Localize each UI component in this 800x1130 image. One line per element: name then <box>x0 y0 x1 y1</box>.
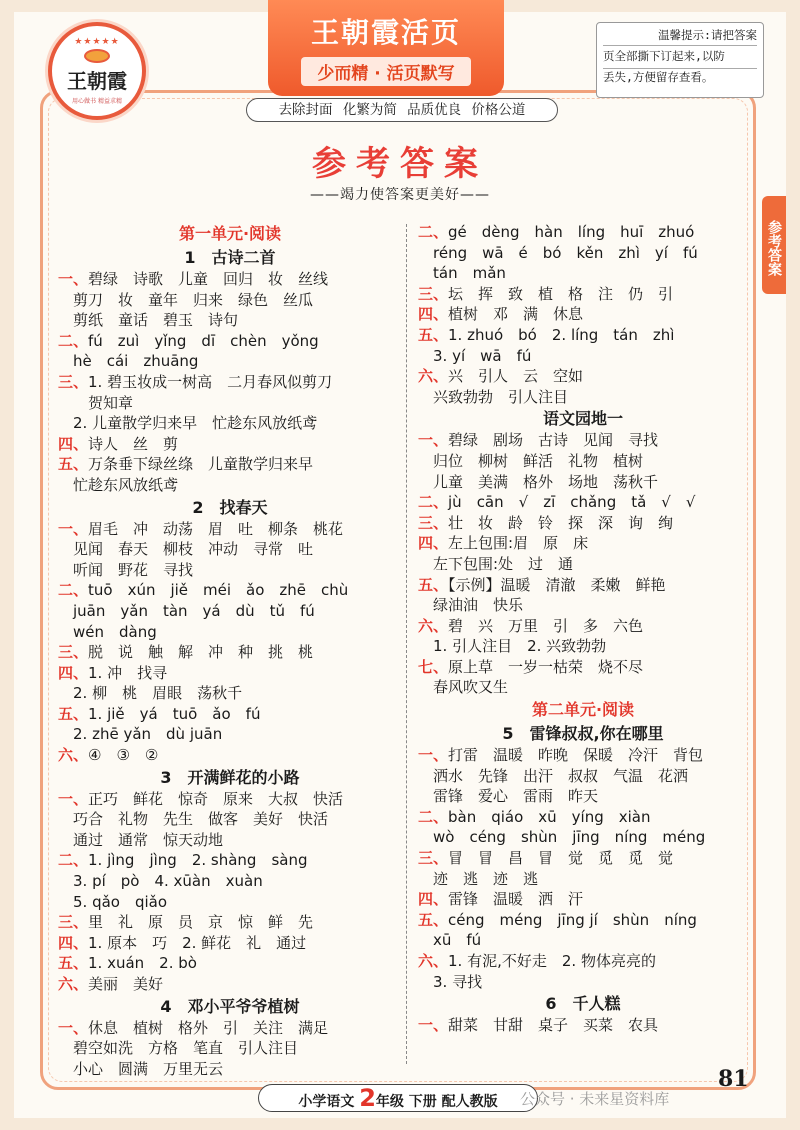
answer-text: 忙趁东风放纸鸢 <box>58 475 179 494</box>
answer-text: 碧绿 诗歌 儿童 回归 妆 丝线 <box>88 270 329 288</box>
answer-text: 1. jiě yá tuō ǎo fú <box>88 704 261 723</box>
answer-line <box>58 933 402 954</box>
question-number: 六、 <box>58 975 89 993</box>
answer-text: 洒水 先锋 出汗 叔叔 气温 花洒 <box>418 766 689 785</box>
question-number: 一、 <box>58 1018 89 1037</box>
answer-text: 左下包围:处 过 通 <box>418 554 574 573</box>
answer-line <box>418 346 748 367</box>
answer-line <box>418 869 748 890</box>
answer-line <box>58 413 402 434</box>
footer-badge <box>258 1084 538 1112</box>
eye-icon <box>84 49 110 63</box>
slogan-bar: 去除封面 化繁为简 品质优良 价格公道 <box>246 98 558 122</box>
answer-line <box>418 766 748 787</box>
logo-subtext: 用心做书 精益求精 <box>72 98 122 105</box>
answer-text: 1. 原本 巧 2. 鲜花 礼 通过 <box>88 933 307 952</box>
question-number: 五、 <box>418 910 449 929</box>
question-number: 一、 <box>418 746 449 765</box>
answer-text: fú zuì yǐng dī chèn yǒng <box>88 331 319 350</box>
answer-line <box>58 1018 402 1039</box>
brand-subtitle: 少而精 · 活页默写 <box>301 57 470 86</box>
answer-text: 1. 冲 找寻 <box>88 663 168 682</box>
answer-text: céng méng jīng jí shùn níng <box>448 910 697 929</box>
question-number: 七、 <box>418 657 449 676</box>
answer-text: 冒 冒 昌 冒 觉 觅 觅 觉 <box>448 849 674 868</box>
question-number: 三、 <box>58 643 89 662</box>
answer-text: wò céng shùn jīng níng méng <box>418 828 706 847</box>
answer-line <box>418 472 748 493</box>
answer-text: wén dàng <box>58 622 157 641</box>
answer-line <box>58 704 402 725</box>
answer-text: 雷锋 温暖 洒 汗 <box>448 890 584 909</box>
answer-text: 眉毛 冲 动荡 眉 吐 柳条 桃花 <box>88 519 344 538</box>
page-subtitle: ——竭力使答案更美好—— <box>310 187 490 203</box>
question-number: 三、 <box>418 849 449 868</box>
brand-logo <box>48 22 146 120</box>
answer-line <box>58 974 402 995</box>
question-number: 四、 <box>418 534 449 553</box>
answer-text: 【示例】温暖 清澈 柔嫩 鲜艳 <box>448 575 666 594</box>
question-number: 一、 <box>418 1016 449 1035</box>
question-number: 六、 <box>418 616 449 635</box>
question-number: 三、 <box>58 913 89 932</box>
answer-text: 绿油油 快乐 <box>418 596 524 615</box>
answer-line <box>418 745 748 766</box>
answer-line <box>418 430 748 451</box>
answer-line <box>58 393 402 414</box>
question-number: 三、 <box>58 372 89 391</box>
answer-text: 巧合 礼物 先生 做客 美好 快活 <box>58 810 329 829</box>
answer-line <box>58 269 402 290</box>
answer-text: jù cān √ zī chǎng tǎ √ √ <box>448 493 696 512</box>
answer-line <box>418 222 748 243</box>
answer-text: hè cái zhuāng <box>58 352 199 371</box>
answer-text: 见闻 春天 柳枝 冲动 寻常 吐 <box>58 540 314 559</box>
left-column <box>58 222 402 1079</box>
answer-text: 听闻 野花 寻找 <box>58 560 194 579</box>
answer-line <box>58 372 402 393</box>
answer-line <box>58 830 402 851</box>
tip-line: 丢失,方便留存查看。 <box>603 70 714 84</box>
answer-text: juān yǎn tàn yá dù tǔ fú <box>58 601 315 620</box>
lesson-heading: 语文园地一 <box>542 409 623 429</box>
question-number: 四、 <box>58 434 89 453</box>
answer-text: 3. yí wā fú <box>418 346 532 365</box>
answer-text: 儿童 美满 格外 场地 荡秋千 <box>418 472 659 491</box>
answer-line <box>58 331 402 352</box>
answer-line <box>58 580 402 601</box>
question-number: 六、 <box>418 952 449 970</box>
answer-text: 小心 圆满 万里无云 <box>58 1059 224 1078</box>
lesson-heading: 3 开满鲜花的小路 <box>160 767 300 787</box>
side-tab: 参考答案 <box>762 196 786 294</box>
answer-line <box>418 533 748 554</box>
footer-subject: 小学语文 <box>298 1094 355 1110</box>
question-number: 一、 <box>58 270 89 288</box>
answer-line <box>58 809 402 830</box>
answer-text: 剪纸 童话 碧玉 诗句 <box>58 311 239 330</box>
answer-line <box>58 871 402 892</box>
answer-line <box>418 387 748 408</box>
answer-text: 1. 引人注目 2. 兴致勃勃 <box>418 637 607 656</box>
answer-line <box>58 310 402 331</box>
lesson-heading: 2 找春天 <box>192 497 268 517</box>
answer-line <box>58 892 402 913</box>
logo-name: 王朝霞 <box>67 69 127 93</box>
page-title: 参考答案 <box>312 144 488 184</box>
answer-text: 碧绿 剧场 古诗 见闻 寻找 <box>448 431 659 450</box>
answer-text: ④ ③ ② <box>88 746 159 765</box>
answer-line <box>58 539 402 560</box>
answer-line <box>418 786 748 807</box>
answer-line <box>418 325 748 346</box>
answer-text: 原上草 一岁一枯荣 烧不尽 <box>448 657 644 676</box>
answer-text: 迹 逃 迹 逃 <box>418 869 539 888</box>
answer-line <box>418 930 748 951</box>
answer-text: 打雷 温暖 昨晚 保暖 冷汗 背包 <box>448 746 704 765</box>
answer-line <box>418 616 748 637</box>
page-number: 81 <box>718 1066 749 1092</box>
lesson-heading: 6 千人糕 <box>545 994 621 1014</box>
answer-text: 碧空如洗 方格 笔直 引人注目 <box>58 1039 299 1058</box>
lesson-heading: 5 雷锋叔叔,你在哪里 <box>502 724 664 744</box>
brand-title: 王朝霞活页 <box>310 15 461 49</box>
tip-rule <box>603 45 757 46</box>
question-number: 五、 <box>58 455 89 474</box>
answer-text: 2. 儿童散学归来早 忙趁东风放纸鸢 <box>58 414 318 433</box>
footer-edition: 配人教版 <box>441 1094 498 1110</box>
answer-text: xū fú <box>418 931 482 950</box>
answer-text: tán mǎn <box>418 264 506 283</box>
answer-line <box>418 827 748 848</box>
question-number: 三、 <box>418 513 449 532</box>
answer-text: 诗人 丝 剪 <box>88 434 179 453</box>
answer-text: 坛 挥 致 植 格 注 仍 引 <box>448 284 674 303</box>
answer-text: 1. 碧玉妆成一树高 二月春风似剪刀 <box>88 372 333 391</box>
question-number: 六、 <box>418 367 449 386</box>
question-number: 五、 <box>418 325 449 344</box>
answer-text: 里 礼 原 员 京 惊 鲜 先 <box>88 913 314 932</box>
footer-grade-suffix: 年级 <box>375 1094 404 1110</box>
answer-text: 3. pí pò 4. xūàn xuàn <box>58 872 263 891</box>
question-number: 二、 <box>418 807 449 826</box>
unit-heading: 第二单元·阅读 <box>531 700 635 720</box>
answer-line <box>58 560 402 581</box>
question-number: 四、 <box>418 890 449 909</box>
question-number: 四、 <box>58 663 89 682</box>
answer-text: tuō xún jiě méi ǎo zhē chù <box>88 581 349 600</box>
question-number: 四、 <box>418 305 449 324</box>
answer-line <box>58 290 402 311</box>
answer-text: 通过 通常 惊天动地 <box>58 830 224 849</box>
column-divider <box>406 224 407 1064</box>
answer-text: 贺知章 <box>58 393 134 412</box>
answer-text: 左上包围:眉 原 床 <box>448 534 589 553</box>
question-number: 四、 <box>58 933 89 952</box>
lesson-heading: 4 邓小平爷爷植树 <box>160 996 300 1016</box>
tip-rule <box>603 68 757 69</box>
answer-line <box>418 636 748 657</box>
tip-line: 温馨提示:请把答案 <box>658 28 757 42</box>
answer-line <box>58 789 402 810</box>
question-number: 二、 <box>58 581 89 600</box>
question-number: 二、 <box>58 331 89 350</box>
answer-text: 1. xuán 2. bò <box>88 954 212 973</box>
question-number: 一、 <box>58 519 89 538</box>
footer-grade-number: 2 <box>359 1084 376 1112</box>
question-number: 五、 <box>58 954 89 973</box>
answer-line <box>418 492 748 513</box>
answer-text: 正巧 鲜花 惊奇 原来 大叔 快活 <box>88 789 344 808</box>
answer-line <box>418 554 748 575</box>
question-number: 三、 <box>418 284 449 303</box>
answer-text: 归位 柳树 鲜活 礼物 植树 <box>418 451 644 470</box>
answer-line <box>58 912 402 933</box>
answer-line <box>418 848 748 869</box>
answer-line <box>58 519 402 540</box>
answer-line <box>418 677 748 698</box>
answer-line <box>418 451 748 472</box>
answer-text: 3. 寻找 <box>418 972 483 991</box>
answer-text: 1. jìng jìng 2. shàng sàng <box>88 851 308 870</box>
question-number: 六、 <box>58 746 89 765</box>
answer-line <box>58 454 402 475</box>
answer-text: 兴 引人 云 空如 <box>448 367 584 386</box>
answer-line <box>418 889 748 910</box>
answer-text: 碧 兴 万里 引 多 六色 <box>448 616 644 635</box>
answer-text: 1. 有泥,不好走 2. 物体亮亮的 <box>448 952 656 970</box>
answer-text: 2. 柳 桃 眉眼 荡秋千 <box>58 684 243 703</box>
tip-line: 页全部撕下订起来,以防 <box>603 49 725 63</box>
answer-line <box>58 601 402 622</box>
answer-text: 春风吹又生 <box>418 678 509 697</box>
footer-term: 下册 <box>408 1094 437 1110</box>
answer-line <box>58 642 402 663</box>
answer-line <box>58 953 402 974</box>
lesson-heading: 1 古诗二首 <box>184 248 276 267</box>
answer-line <box>418 910 748 931</box>
answer-line <box>418 951 748 972</box>
answer-text: 兴致勃勃 引人注目 <box>418 387 569 406</box>
answer-text: 2. zhē yǎn dù juān <box>58 725 223 744</box>
answer-line <box>418 807 748 828</box>
answer-text: 植树 邓 满 休息 <box>448 305 584 324</box>
answer-line <box>418 657 748 678</box>
question-number: 一、 <box>58 789 89 808</box>
question-number: 一、 <box>418 431 449 450</box>
question-number: 五、 <box>418 575 449 594</box>
answer-text: 5. qǎo qiǎo <box>58 892 168 911</box>
answer-text: 剪刀 妆 童年 归来 绿色 丝瓜 <box>58 290 314 309</box>
answer-line <box>58 683 402 704</box>
question-number: 二、 <box>418 493 449 512</box>
answer-line <box>418 575 748 596</box>
watermark: 公众号 · 未来星资料库 <box>520 1090 670 1108</box>
right-column <box>418 222 748 1036</box>
answer-line <box>418 284 748 305</box>
answer-line <box>418 304 748 325</box>
tip-box <box>596 22 764 98</box>
answer-line <box>58 663 402 684</box>
answer-line <box>418 972 748 993</box>
question-number: 五、 <box>58 704 89 723</box>
answer-line <box>58 850 402 871</box>
answer-text: 壮 妆 龄 铃 探 深 询 绚 <box>448 513 674 532</box>
question-number: 二、 <box>58 851 89 870</box>
answer-line <box>58 1038 402 1059</box>
answer-line <box>58 745 402 766</box>
answer-line <box>418 1015 748 1036</box>
answer-text: 雷锋 爱心 雷雨 昨天 <box>418 787 599 806</box>
brand-banner <box>268 0 504 96</box>
answer-text: bàn qiáo xū yíng xiàn <box>448 807 651 826</box>
unit-heading: 第一单元·阅读 <box>178 224 282 243</box>
answer-line <box>58 475 402 496</box>
answer-line <box>58 434 402 455</box>
answer-text: 甜菜 甘甜 桌子 买菜 农具 <box>448 1016 659 1035</box>
answer-text: 休息 植树 格外 引 关注 满足 <box>88 1018 329 1037</box>
answer-line <box>58 724 402 745</box>
answer-line <box>418 243 748 264</box>
answer-text: 1. zhuó bó 2. líng tán zhì <box>448 325 675 344</box>
stars-icon: ★★★★★ <box>74 37 120 47</box>
answer-line <box>418 513 748 534</box>
answer-line <box>58 622 402 643</box>
answer-line <box>418 595 748 616</box>
answer-text: réng wā é bó kěn zhì yí fú <box>418 243 698 262</box>
answer-text: 万条垂下绿丝绦 儿童散学归来早 <box>88 455 314 474</box>
answer-text: 美丽 美好 <box>88 975 164 993</box>
answer-line <box>58 1059 402 1080</box>
answer-line <box>58 351 402 372</box>
answer-text: 脱 说 触 解 冲 种 挑 桃 <box>88 643 314 662</box>
answer-text: gé dèng hàn líng huī zhuó <box>448 223 695 241</box>
answer-line <box>418 263 748 284</box>
question-number: 二、 <box>418 223 449 241</box>
answer-line <box>418 366 748 387</box>
